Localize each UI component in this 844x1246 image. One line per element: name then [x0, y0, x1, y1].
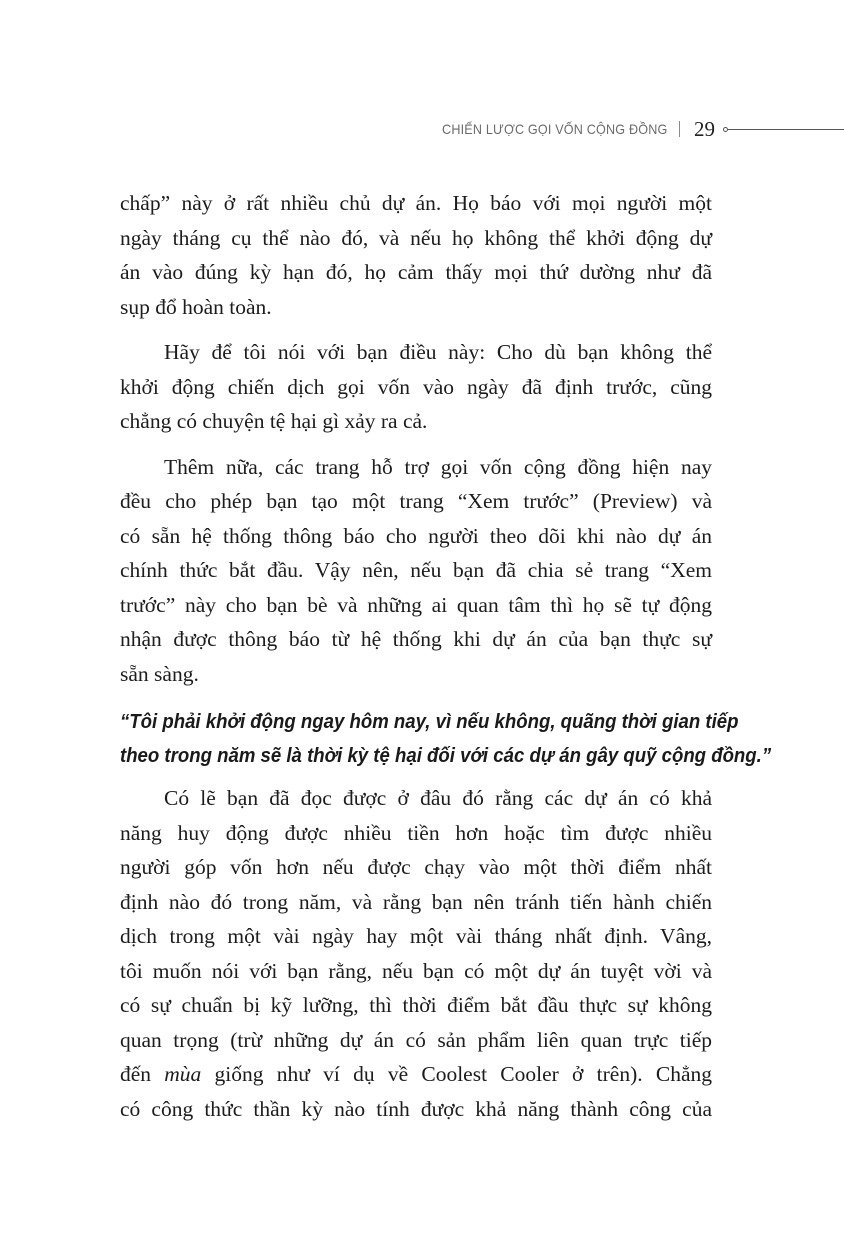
quote-line: “Tôi phải khởi động ngay hôm nay, vì nếu không, quãng thời gian tiếp [120, 711, 739, 733]
text-line: án vào đúng kỳ hạn đó, họ cảm thấy mọi thứ dường như đã [120, 260, 712, 284]
quote-heading [120, 705, 772, 773]
text-line-with-emphasis [120, 1057, 712, 1092]
text-line: Thêm nữa, các trang hỗ trợ gọi vốn cộng đồng hiện nay [164, 454, 712, 479]
paragraph-4 [120, 781, 712, 1126]
text-line: Có lẽ bạn đã đọc được ở đâu đó rằng các dự án có khả [164, 786, 712, 810]
text-line: dịch trong một vài ngày hay một vài tháng nhất định. Vâng, [120, 924, 712, 948]
text-line: quan trọng (trừ những dự án có sản phẩm liên quan trực tiếp [120, 1027, 712, 1052]
header-rule [723, 127, 844, 132]
text-line: tôi muốn nói với bạn rằng, nếu bạn có một dự án tuyệt vời và [120, 958, 712, 983]
text-line: chấp” này ở rất nhiều chủ dự án. Họ báo với mọi người một [120, 191, 712, 215]
text-line: có sẵn hệ thống thông báo cho người theo dõi khi nào dự án [120, 523, 712, 548]
running-header [417, 114, 844, 144]
text-line: khởi động chiến dịch gọi vốn vào ngày đã định trước, cũng [120, 374, 712, 399]
text-line: nhận được thông báo từ hệ thống khi dự án của bạn thực sự [120, 627, 712, 651]
emphasized-word: mùa [164, 1062, 202, 1086]
paragraph-2 [120, 335, 712, 439]
paragraph-1 [120, 186, 712, 324]
text-line: đều cho phép bạn tạo một trang “Xem trước” (Preview) và [120, 489, 712, 513]
page-number: 29 [694, 116, 715, 141]
paragraph-3 [120, 450, 712, 692]
text-fragment: giống như ví dụ về Coolest Cooler ở trên). Chẳng [201, 1062, 712, 1086]
text-line: năng huy động được nhiều tiền hơn hoặc tìm được nhiều [120, 820, 712, 845]
text-fragment: đến [120, 1062, 165, 1086]
text-line: có sự chuẩn bị kỹ lưỡng, thì thời điểm bắt đầu thực sự không [120, 993, 712, 1017]
chapter-title: CHIẾN LƯỢC GỌI VỐN CỘNG ĐỒNG [441, 121, 667, 137]
text-line: chính thức bắt đầu. Vậy nên, nếu bạn đã chia sẻ trang “Xem [120, 558, 712, 582]
text-line: ngày tháng cụ thể nào đó, và nếu họ không thể khởi động dự [120, 225, 712, 250]
header-separator [679, 121, 680, 137]
text-line: sẵn sàng. [120, 661, 199, 686]
rule-line [728, 129, 844, 130]
text-line: định nào đó trong năm, và rằng bạn nên tránh tiến hành chiến [120, 889, 712, 914]
text-line: trước” này cho bạn bè và những ai quan tâm thì họ sẽ tự động [120, 592, 712, 617]
quote-line: theo trong năm sẽ là thời kỳ tệ hại đối với các dự án gây quỹ cộng đồng.” [120, 745, 772, 767]
text-line: chẳng có chuyện tệ hại gì xảy ra cả. [120, 409, 428, 433]
text-line: sụp đổ hoàn toàn. [120, 294, 272, 319]
text-line: người góp vốn hơn nếu được chạy vào một thời điểm nhất [120, 855, 712, 879]
text-line: có công thức thần kỳ nào tính được khả năng thành công của [120, 1096, 712, 1121]
body-text [120, 186, 772, 1137]
text-line: Hãy để tôi nói với bạn điều này: Cho dù bạn không thể [164, 340, 712, 364]
